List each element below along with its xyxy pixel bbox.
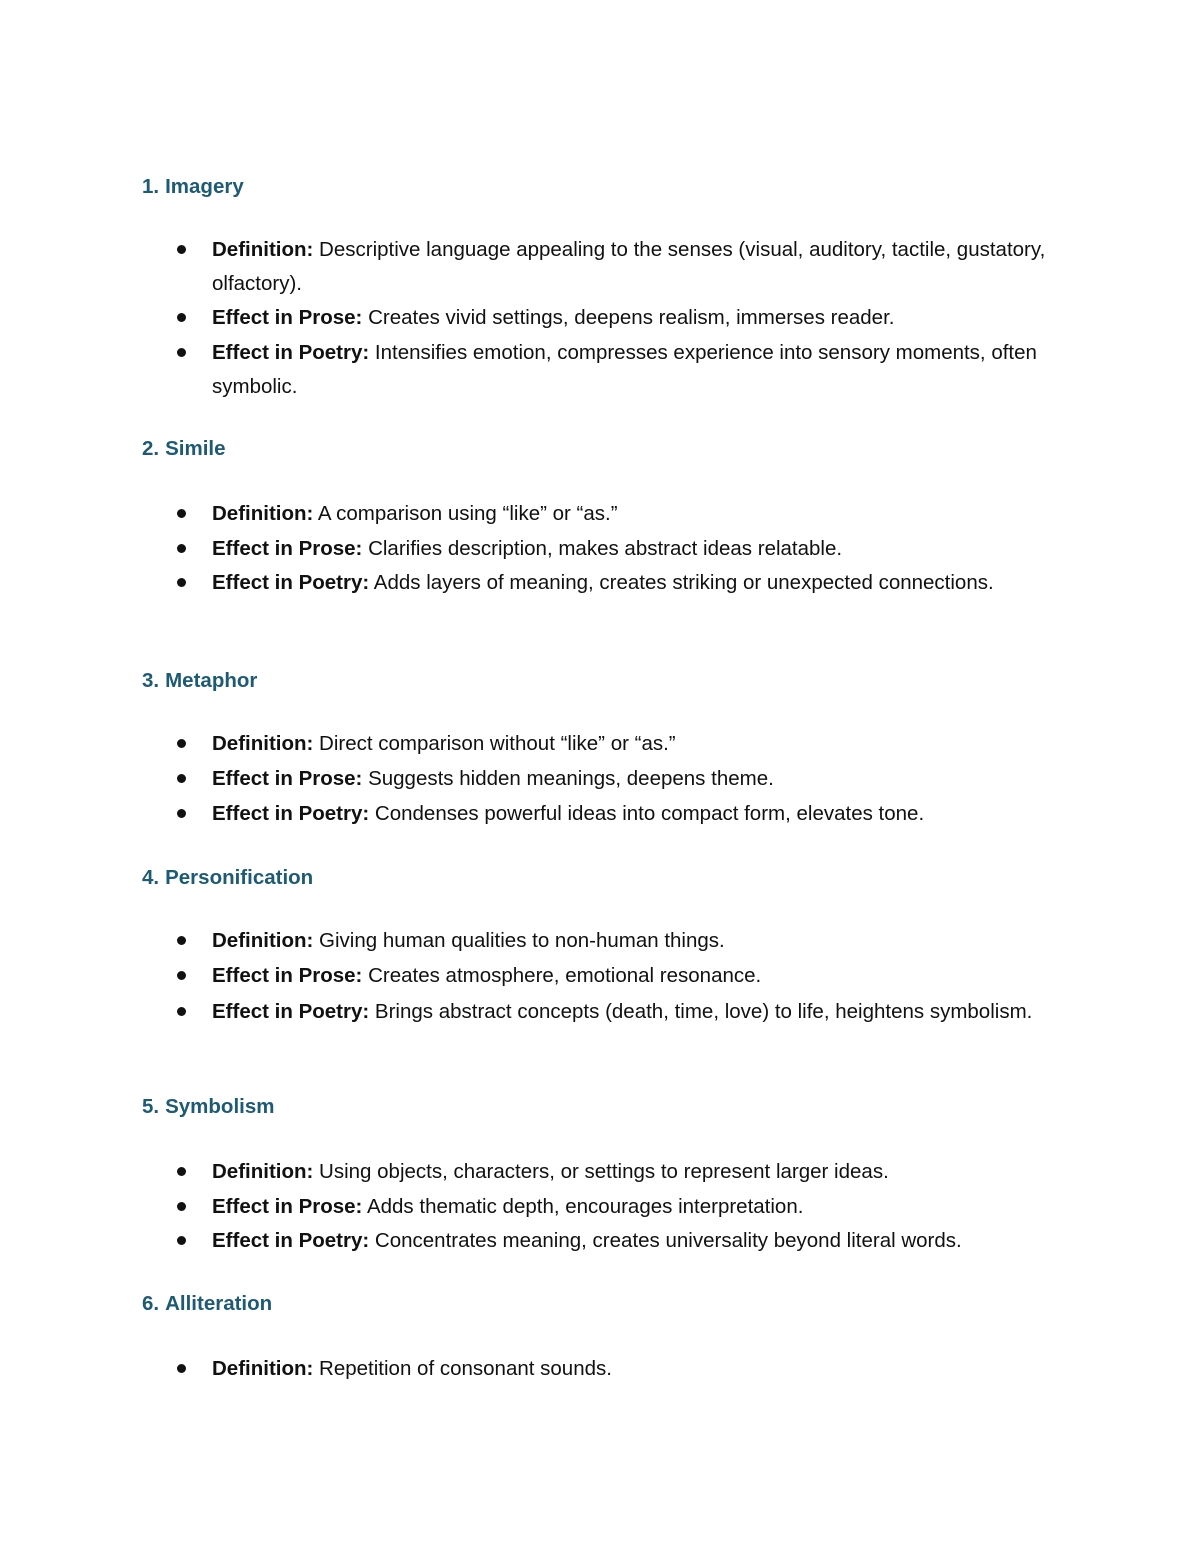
- item-label: Definition:: [212, 238, 314, 261]
- item-label: Definition:: [212, 1357, 314, 1380]
- bullet-icon: [177, 313, 186, 322]
- bullet-icon: [177, 348, 186, 357]
- bullet-icon: [177, 936, 186, 945]
- bullet-icon: [177, 1007, 186, 1016]
- section-title: Metaphor: [165, 669, 258, 692]
- bullet-icon: [177, 578, 186, 587]
- item-text: Repetition of consonant sounds.: [319, 1357, 612, 1380]
- list-item: [212, 336, 1062, 404]
- section-heading: [142, 1291, 272, 1317]
- item-text: Creates atmosphere, emotional resonance.: [368, 964, 762, 987]
- item-label: Effect in Poetry:: [212, 341, 370, 364]
- list-item: [212, 532, 1062, 566]
- bullet-icon: [177, 1202, 186, 1211]
- bullet-icon: [177, 1364, 186, 1373]
- section-heading: [142, 668, 257, 694]
- list-item: [212, 762, 1062, 796]
- bullet-icon: [177, 509, 186, 518]
- list-item: [212, 1155, 1062, 1189]
- section-number: 6.: [142, 1292, 160, 1315]
- item-label: Definition:: [212, 1160, 314, 1183]
- item-text: A comparison using “like” or “as.”: [317, 502, 618, 525]
- bullet-icon: [177, 245, 186, 254]
- item-text: Descriptive language appealing to the senses (visual, auditory, tactile, gustatory, olfactory).: [212, 238, 1046, 295]
- section-title: Personification: [165, 866, 314, 889]
- section-title: Imagery: [165, 175, 244, 198]
- item-label: Effect in Poetry:: [212, 571, 370, 594]
- section-heading: [142, 436, 226, 462]
- item-text: Concentrates meaning, creates universality beyond literal words.: [374, 1229, 962, 1252]
- item-text: Using objects, characters, or settings to represent larger ideas.: [319, 1160, 889, 1183]
- item-text: Direct comparison without “like” or “as.”: [319, 732, 676, 755]
- list-item: [212, 566, 1062, 600]
- section-number: 4.: [142, 866, 160, 889]
- item-text: Suggests hidden meanings, deepens theme.: [368, 767, 774, 790]
- item-text: Clarifies description, makes abstract ideas relatable.: [368, 537, 843, 560]
- section-heading: [142, 1094, 274, 1120]
- bullet-icon: [177, 544, 186, 553]
- item-label: Effect in Prose:: [212, 1195, 363, 1218]
- item-label: Effect in Poetry:: [212, 1000, 370, 1023]
- section-title: Symbolism: [165, 1095, 275, 1118]
- list-item: [212, 727, 1062, 761]
- section-number: 2.: [142, 437, 160, 460]
- item-text: Intensifies emotion, compresses experience into sensory moments, often symbolic.: [212, 341, 1037, 398]
- item-label: Effect in Prose:: [212, 767, 363, 790]
- section-title: Alliteration: [165, 1292, 273, 1315]
- section-heading: [142, 865, 313, 891]
- bullet-icon: [177, 971, 186, 980]
- item-text: Adds layers of meaning, creates striking or unexpected connections.: [373, 571, 994, 594]
- list-item: [212, 995, 1062, 1029]
- bullet-icon: [177, 739, 186, 748]
- item-label: Effect in Prose:: [212, 537, 363, 560]
- list-item: [212, 1224, 1062, 1258]
- item-text: Brings abstract concepts (death, time, love) to life, heightens symbolism.: [374, 1000, 1033, 1023]
- item-label: Effect in Poetry:: [212, 802, 370, 825]
- bullet-icon: [177, 1167, 186, 1176]
- list-item: [212, 1352, 1062, 1386]
- item-label: Effect in Prose:: [212, 964, 363, 987]
- section-title: Simile: [165, 437, 226, 460]
- list-item: [212, 797, 1062, 831]
- item-label: Definition:: [212, 502, 314, 525]
- list-item: [212, 1190, 1062, 1224]
- item-label: Definition:: [212, 732, 314, 755]
- bullet-icon: [177, 774, 186, 783]
- bullet-icon: [177, 1236, 186, 1245]
- section-number: 5.: [142, 1095, 160, 1118]
- section-number: 3.: [142, 669, 160, 692]
- item-label: Effect in Prose:: [212, 306, 363, 329]
- list-item: [212, 233, 1062, 301]
- list-item: [212, 301, 1062, 335]
- item-label: Effect in Poetry:: [212, 1229, 370, 1252]
- item-text: Creates vivid settings, deepens realism, immerses reader.: [368, 306, 895, 329]
- section-number: 1.: [142, 175, 160, 198]
- list-item: [212, 497, 1062, 531]
- item-text: Giving human qualities to non-human things.: [319, 929, 725, 952]
- section-heading: [142, 174, 244, 200]
- list-item: [212, 924, 1062, 958]
- item-label: Definition:: [212, 929, 314, 952]
- item-text: Condenses powerful ideas into compact form, elevates tone.: [374, 802, 925, 825]
- list-item: [212, 959, 1062, 993]
- item-text: Adds thematic depth, encourages interpretation.: [366, 1195, 804, 1218]
- bullet-icon: [177, 809, 186, 818]
